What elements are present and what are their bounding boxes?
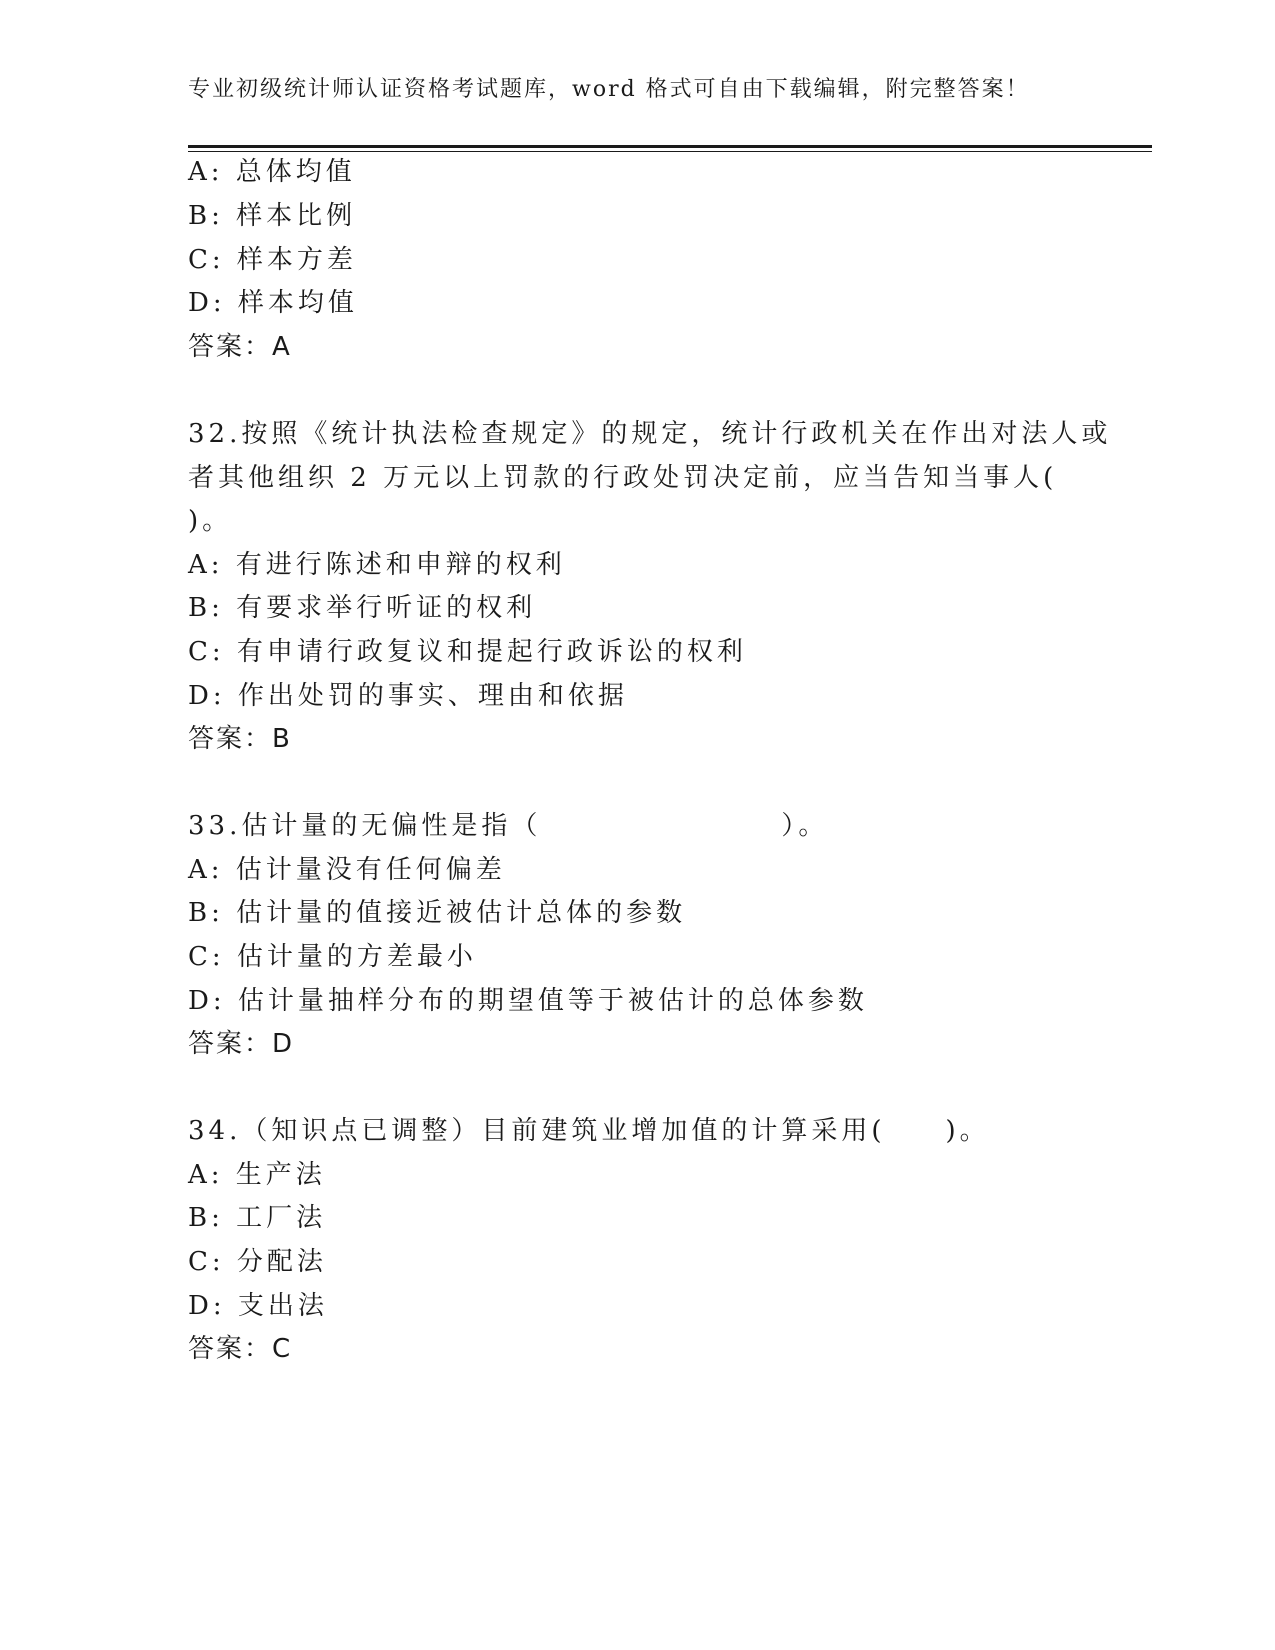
page-header: 专业初级统计师认证资格考试题库，word 格式可自由下载编辑，附完整答案！	[188, 77, 1030, 102]
q31-option-d: D: 样本均值	[188, 288, 358, 318]
q33-stem: 33.估计量的无偏性是指（ ）。	[188, 811, 829, 841]
q33-option-b: B: 估计量的值接近被估计总体的参数	[188, 898, 687, 928]
header-divider	[188, 145, 1152, 148]
q33-option-c: C: 估计量的方差最小	[188, 942, 477, 972]
q31-option-b: B: 样本比例	[188, 201, 357, 231]
q34-option-a: A: 生产法	[188, 1160, 326, 1190]
q34-option-c: C: 分配法	[188, 1247, 327, 1277]
q32-stem-line-2: 者其他组织 2 万元以上罚款的行政处罚决定前，应当告知当事人(	[188, 463, 1058, 493]
q31-answer: 答案：A	[188, 332, 292, 362]
q33-answer: 答案：D	[188, 1029, 295, 1059]
q32-stem-line-1: 32.按照《统计执法检查规定》的规定，统计行政机关在作出对法人或	[188, 419, 1112, 449]
q32-option-b: B: 有要求举行听证的权利	[188, 593, 537, 623]
q32-answer: 答案：B	[188, 724, 292, 754]
q31-option-c: C: 样本方差	[188, 245, 357, 275]
q32-option-a: A: 有进行陈述和申辩的权利	[188, 550, 566, 580]
q32-stem-line-3: )。	[188, 506, 233, 536]
q34-stem: 34.（知识点已调整）目前建筑业增加值的计算采用( )。	[188, 1116, 990, 1146]
q34-answer: 答案：C	[188, 1334, 293, 1364]
q34-option-b: B: 工厂法	[188, 1203, 327, 1233]
q33-option-d: D: 估计量抽样分布的期望值等于被估计的总体参数	[188, 986, 868, 1016]
q32-option-d: D: 作出处罚的事实、理由和依据	[188, 681, 628, 711]
header-divider-thin	[188, 151, 1152, 152]
q32-option-c: C: 有申请行政复议和提起行政诉讼的权利	[188, 637, 747, 667]
q34-option-d: D: 支出法	[188, 1291, 328, 1321]
q33-option-a: A: 估计量没有任何偏差	[188, 855, 506, 885]
q31-option-a: A: 总体均值	[188, 157, 356, 187]
